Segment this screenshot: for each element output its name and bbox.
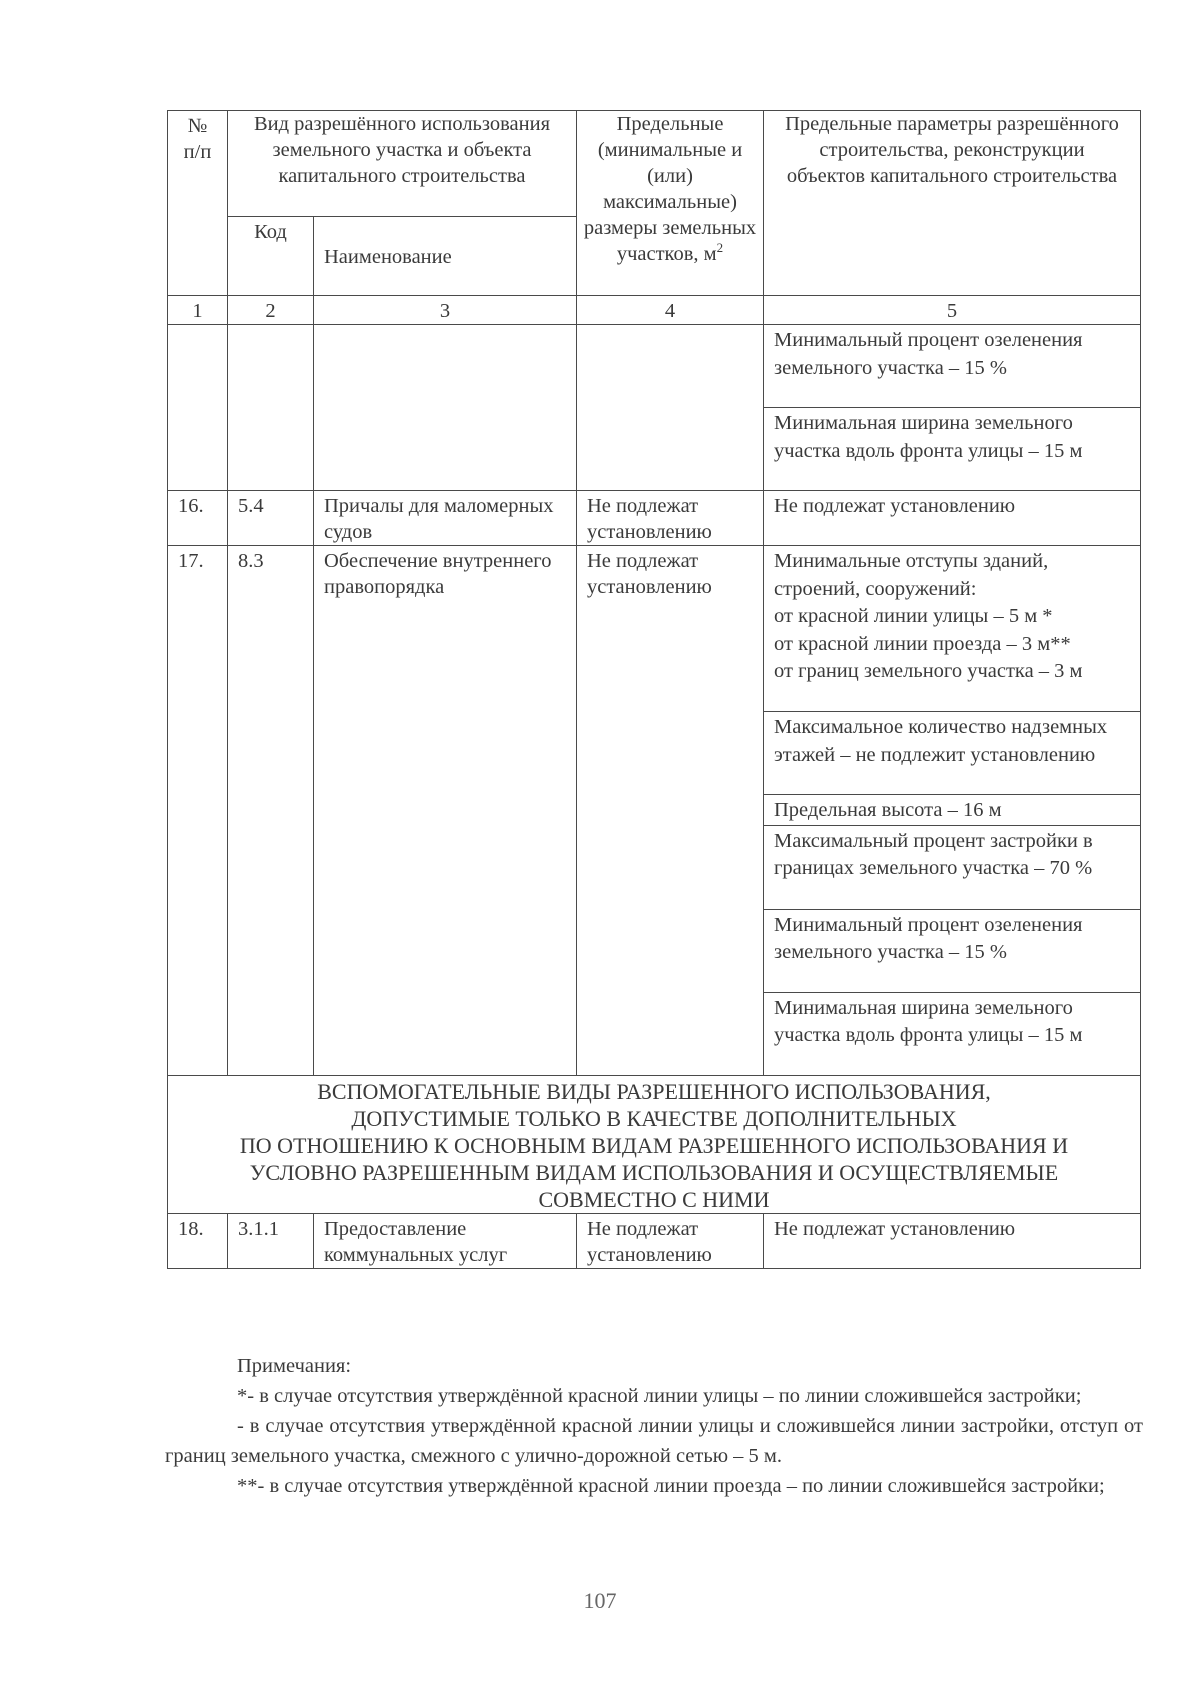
table-row (168, 491, 1141, 546)
row17-param-width: Минимальная ширина земельного участка вдоль фронта улицы – 15 м (764, 992, 1141, 1075)
index-3: 3 (314, 296, 577, 325)
land-use-table (167, 110, 1141, 1269)
note-1: *- в случае отсутствия утверждённой красной линии улицы – по линии сложившейся застройки; (237, 1385, 1082, 1407)
table-row (168, 1213, 1141, 1268)
row17-num: 17. (168, 546, 228, 1076)
section-heading (168, 1075, 1141, 1213)
row16-code: 5.4 (228, 491, 314, 546)
notes-title: Примечания: (237, 1355, 352, 1377)
index-4: 4 (577, 296, 764, 325)
row17-setback-passage: от красной линии проезда – 3 м** (774, 632, 1071, 655)
row17-setback-title: Минимальные отступы зданий, строений, сооружений: (774, 550, 1049, 600)
header-vid-group: Вид разрешённого использования земельного участка и объекта капитального строительства (228, 111, 577, 217)
row16-param: Не подлежат установлению (764, 491, 1141, 546)
notes-block (165, 1351, 1143, 1501)
cont-name (314, 325, 577, 491)
header-num: № п/п (168, 111, 228, 296)
row17-param-coverage: Максимальный процент застройки в границах земельного участка – 70 % (764, 825, 1141, 909)
cont-size (577, 325, 764, 491)
row18-code: 3.1.1 (228, 1213, 314, 1268)
row16-num: 16. (168, 491, 228, 546)
row18-name: Предоставление коммунальных услуг (314, 1213, 577, 1268)
row18-param: Не подлежат установлению (764, 1213, 1141, 1268)
index-5: 5 (764, 296, 1141, 325)
row17-setback-boundary: от границ земельного участка – 3 м (774, 660, 1083, 682)
section-heading-row (168, 1075, 1141, 1213)
row18-num: 18. (168, 1213, 228, 1268)
header-row-1 (168, 111, 1141, 217)
row16-name: Причалы для маломерных судов (314, 491, 577, 546)
row18-size: Не подлежат установлению (577, 1213, 764, 1268)
index-2: 2 (228, 296, 314, 325)
row17-setback-street: от красной линии улицы – 5 м * (774, 605, 1053, 627)
cont-param-greening: Минимальный процент озеленения земельного участка – 15 % (764, 325, 1141, 408)
row17-setback (764, 546, 1141, 712)
header-naimenovanie: Наименование (314, 216, 577, 295)
header-razmery-text: Предельные (минимальные и (или) максимальные) размеры земельных участков, м (583, 113, 757, 265)
row17-param-floors: Максимальное количество надземных этажей – не подлежит установлению (764, 712, 1141, 795)
header-razmery-sup: 2 (716, 240, 724, 256)
section-line-4: УСЛОВНО РАЗРЕШЕННЫМ ВИДАМ ИСПОЛЬЗОВАНИЯ И ОСУЩЕСТВЛЯЕМЫЕ (249, 1159, 1059, 1185)
row16-size: Не подлежат установлению (577, 491, 764, 546)
row17-param-greening: Минимальный процент озеленения земельного участка – 15 % (764, 909, 1141, 992)
section-line-5: СОВМЕСТНО С НИМИ (538, 1186, 770, 1212)
page-number: 107 (583, 1588, 617, 1613)
row17-name: Обеспечение внутреннего правопорядка (314, 546, 577, 1076)
header-razmery (577, 111, 764, 296)
header-kod: Код (228, 216, 314, 295)
cont-param-width: Минимальная ширина земельного участка вдоль фронта улицы – 15 м (764, 408, 1141, 491)
index-1: 1 (168, 296, 228, 325)
cont-code (228, 325, 314, 491)
column-index-row (168, 296, 1141, 325)
section-line-1: ВСПОМОГАТЕЛЬНЫЕ ВИДЫ РАЗРЕШЕННОГО ИСПОЛЬЗОВАНИЯ, (317, 1078, 991, 1104)
row17-size: Не подлежат установлению (577, 546, 764, 1076)
table-row (168, 325, 1141, 408)
section-line-3: ПО ОТНОШЕНИЮ К ОСНОВНЫМ ВИДАМ РАЗРЕШЕННОГО ИСПОЛЬЗОВАНИЯ И (239, 1132, 1069, 1158)
note-3: **- в случае отсутствия утверждённой красной линии проезда – по линии сложившейся застройки; (237, 1475, 1105, 1497)
row17-code: 8.3 (228, 546, 314, 1076)
row17-param-height: Предельная высота – 16 м (764, 795, 1141, 826)
header-parametry: Предельные параметры разрешённого строительства, реконструкции объектов капитального строительства (764, 111, 1141, 296)
note-2: - в случае отсутствия утверждённой красной линии улицы и сложившейся линии застройки, отступ от границ земельного участка, смежного с улично-дорожной сетью – 5 м. (165, 1415, 1143, 1467)
section-line-2: ДОПУСТИМЫЕ ТОЛЬКО В КАЧЕСТВЕ ДОПОЛНИТЕЛЬНЫХ (351, 1105, 957, 1131)
table-row (168, 546, 1141, 712)
cont-num (168, 325, 228, 491)
